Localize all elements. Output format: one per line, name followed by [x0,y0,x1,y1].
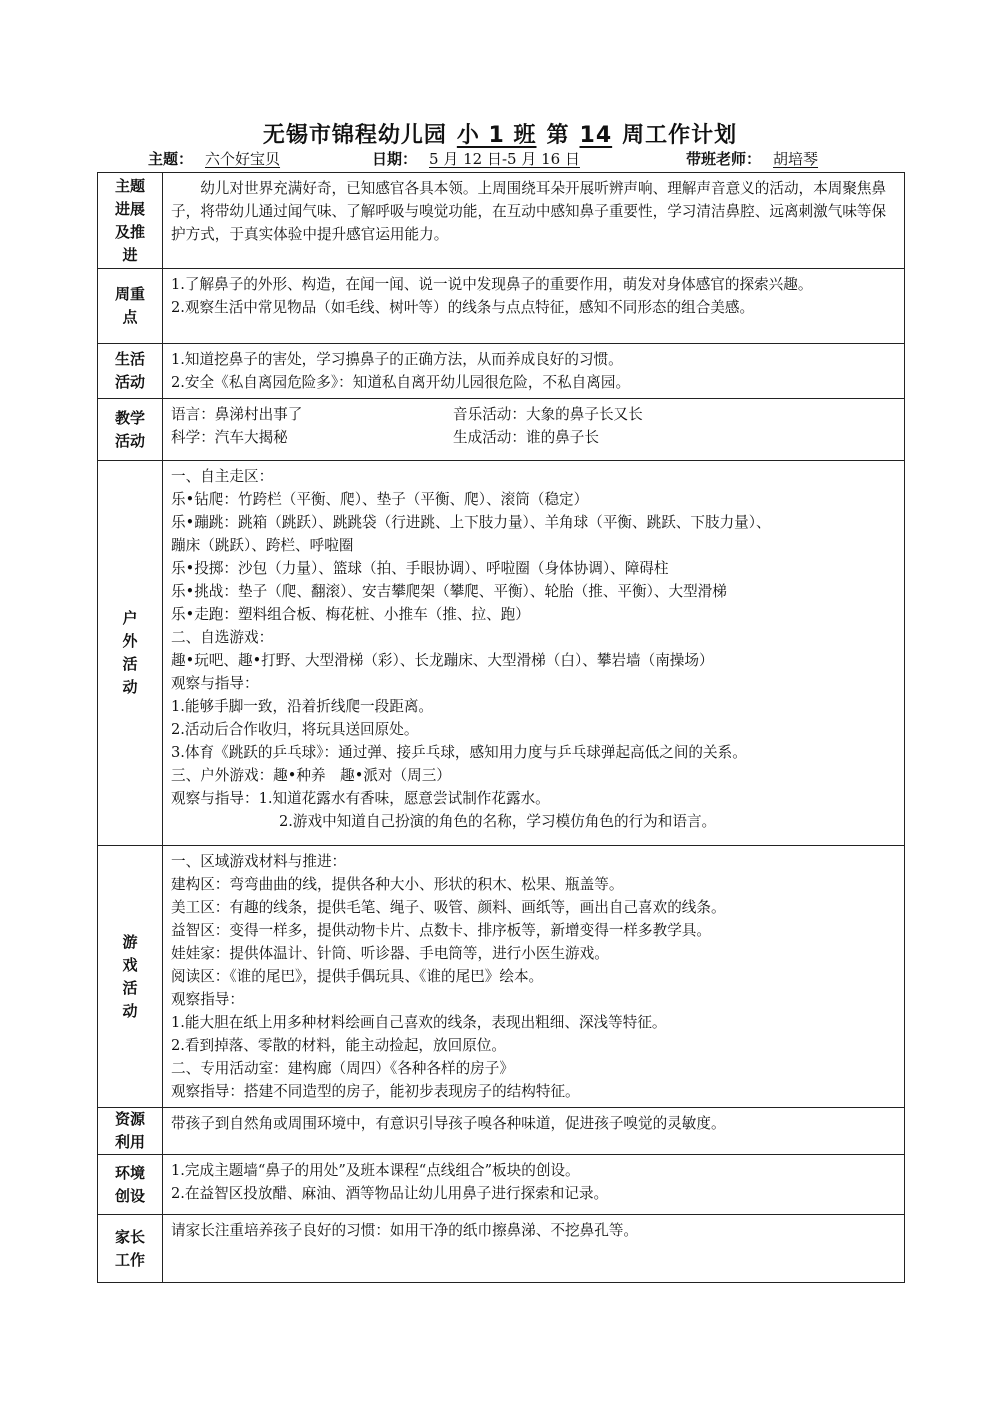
row-label [98,173,163,269]
content-line: 蹦床（跳跃）、跨栏、呼啦圈 [171,537,354,554]
meta-date [372,148,592,169]
row-label-char: 活动 [114,431,145,450]
content-line: 观察指导：搭建不同造型的房子，能初步表现房子的结构特征。 [171,1083,580,1100]
row-content [163,173,905,269]
row-label-char: 动 [122,678,138,696]
row-content [163,399,905,461]
table-row [98,1155,905,1215]
row-content [163,1108,905,1155]
content-line: 1.完成主题墙“鼻子的用处”及班本课程“点线组合”板块的创设。 [171,1162,580,1179]
content-line: 乐•走跑：塑料组合板、梅花桩、小推车（推、拉、跑） [171,606,530,623]
row-label-char: 戏 [122,955,138,974]
content-line: 2.看到掉落、零散的材料，能主动捡起，放回原位。 [171,1037,506,1054]
content-line: 娃娃家：提供体温计、针筒、听诊器、手电筒等，进行小医生游戏。 [171,945,609,962]
meta-theme-value: 六个好宝贝 [205,150,281,168]
content-line: 美工区：有趣的线条，提供毛笔、绳子、吸管、颜料、画纸等，画出自己喜欢的线条。 [171,899,726,916]
content-line: 2.游戏中知道自己扮演的角色的名称，学习模仿角色的行为和语言。 [279,813,717,830]
row-label-char: 工作 [114,1250,145,1269]
row-content [163,461,905,846]
content-line: 1.能大胆在纸上用多种材料绘画自己喜欢的线条，表现出粗细、深浅等特征。 [171,1014,667,1031]
row-label-char: 利用 [114,1133,145,1151]
title-class: 小 1 班 [456,123,537,148]
title-week-label: 第 [546,123,570,148]
activity-item: 科学：汽车大揭秘 [171,429,288,446]
table-row [98,173,905,269]
row-label-char: 活 [122,978,138,997]
row-label-char: 进 [122,245,138,264]
row-content [163,344,905,399]
activity-item: 音乐活动：大象的鼻子长又长 [453,406,643,423]
table-row [98,399,905,461]
meta-date-value: 5 月 12 日-5 月 16 日 [429,150,580,168]
row-label [98,269,163,344]
content-line: 建构区：弯弯曲曲的线，提供各种大小、形状的积木、松果、瓶盖等。 [171,876,624,893]
row-label [98,344,163,399]
row-label [98,1108,163,1155]
content-line: 观察与指导：1.知道花露水有香味，愿意尝试制作花露水。 [171,790,550,807]
row-content [163,846,905,1108]
content-line: 观察指导： [171,991,244,1008]
table-row [98,269,905,344]
table-row [98,344,905,399]
title-week-num: 14 [579,123,613,148]
title-suffix: 周工作计划 [622,123,738,148]
row-label-char: 资源 [114,1110,145,1128]
table-row [98,1108,905,1155]
row-label-char: 周重 [114,285,145,303]
row-label [98,399,163,461]
row-label-char: 外 [122,632,138,650]
content-line: 阅读区：《谁的尾巴》，提供手偶玩具、《谁的尾巴》绘本。 [171,968,544,985]
content-line: 三、户外游戏：趣•种养 趣•派对（周三） [171,767,451,784]
row-label-char: 家长 [114,1227,145,1246]
content-line: 带孩子到自然角或周围环境中，有意识引导孩子嗅各种味道，促进孩子嗅觉的灵敏度。 [171,1115,726,1132]
content-line: 2.安全《私自离园危险多》：知道私自离开幼儿园很危险，不私自离园。 [171,374,631,391]
content-line: 二、自选游戏： [171,629,274,646]
row-content [163,269,905,344]
content-line: 一、自主走区： [171,468,274,485]
content-line: 1.了解鼻子的外形、构造，在闻一闻、说一说中发现鼻子的重要作用，萌发对身体感官的探索兴趣。 [171,276,813,293]
content-pair [171,426,896,449]
meta-date-label: 日期： [372,150,418,168]
content-line: 1.知道挖鼻子的害处，学习擤鼻子的正确方法，从而养成良好的习惯。 [171,351,623,368]
activity-item: 生成活动：谁的鼻子长 [453,429,599,446]
content-line: 二、专用活动室：建构廊（周四）《各种各样的房子》 [171,1060,514,1077]
row-label-char: 游 [122,932,138,951]
meta-teacher [686,148,830,169]
meta-theme [148,148,292,169]
content-line: 乐•钻爬：竹跨栏（平衡、爬）、垫子（平衡、爬）、滚筒（稳定） [171,491,589,508]
row-label-char: 活动 [114,373,145,391]
row-label [98,846,163,1108]
content-line: 2.在益智区投放醋、麻油、酒等物品让幼儿用鼻子进行探索和记录。 [171,1185,609,1202]
content-line: 2.观察生活中常见物品（如毛线、树叶等）的线条与点点特征，感知不同形态的组合美感。 [171,299,755,316]
row-label-char: 生活 [114,350,145,368]
row-content [163,1215,905,1283]
title-prefix: 无锡市锦程幼儿园 [262,123,447,148]
row-label-char: 户 [122,609,138,627]
row-label-char: 点 [122,308,138,326]
row-label [98,461,163,846]
row-label [98,1215,163,1283]
table-row [98,1215,905,1283]
page-title [0,118,1000,149]
meta-theme-label: 主题： [148,150,194,168]
row-label-char: 环境 [114,1163,145,1182]
content-line: 请家长注重培养孩子良好的习惯：如用干净的纸巾擦鼻涕、不挖鼻孔等。 [171,1222,639,1239]
row-label-char: 进展 [114,199,145,218]
content-line: 2.活动后合作收归，将玩具送回原处。 [171,721,419,738]
content-line: 益智区：变得一样多，提供动物卡片、点数卡、排序板等，新增变得一样多教学具。 [171,922,711,939]
row-label [98,1155,163,1215]
meta-teacher-value: 胡培琴 [773,150,819,168]
meta-teacher-label: 带班老师： [686,150,762,168]
content-line: 乐•挑战：垫子（爬、翻滚）、安吉攀爬架（攀爬、平衡）、轮胎（推、平衡）、大型滑梯 [171,583,727,600]
content-line: 1.能够手脚一致，沿着折线爬一段距离。 [171,698,434,715]
content-line: 趣•玩吧、趣•打野、大型滑梯（彩）、长龙蹦床、大型滑梯（白）、攀岩墙（南操场） [171,652,714,669]
row-label-char: 及推 [114,222,145,241]
content-line: 乐•蹦跳：跳箱（跳跃）、跳跳袋（行进跳、上下肢力量）、羊角球（平衡、跳跃、下肢力量）、 [171,514,771,531]
row-content [163,1155,905,1215]
content-line: 观察与指导： [171,675,259,692]
plan-table [97,172,905,1283]
table-row [98,846,905,1108]
row-label-char: 动 [122,1001,138,1020]
row-label-char: 活 [122,655,138,673]
content-paragraph: 幼儿对世界充满好奇，已知感官各具本领。上周围绕耳朵开展听辨声响、理解声音意义的活动，本周聚焦鼻子，将带幼儿通过闻气味、了解呼吸与嗅觉功能，在互动中感知鼻子重要性，学习清洁鼻腔、远离刺激气味等保护方式，于真实体验中提升感官运用能力。 [171,180,887,243]
row-label-char: 创设 [114,1186,145,1205]
activity-item: 语言：鼻涕村出事了 [171,406,303,423]
content-line: 3.体育《跳跃的乒乓球》：通过弹、接乒乓球，感知用力度与乒乓球弹起高低之间的关系。 [171,744,747,761]
content-line: 乐•投掷：沙包（力量）、篮球（拍、手眼协调）、呼啦圈（身体协调）、障碍柱 [171,560,669,577]
table-row [98,461,905,846]
content-line: 一、区域游戏材料与推进： [171,853,347,870]
row-label-char: 主题 [114,176,145,195]
row-label-char: 教学 [114,408,145,427]
content-pair [171,403,896,426]
